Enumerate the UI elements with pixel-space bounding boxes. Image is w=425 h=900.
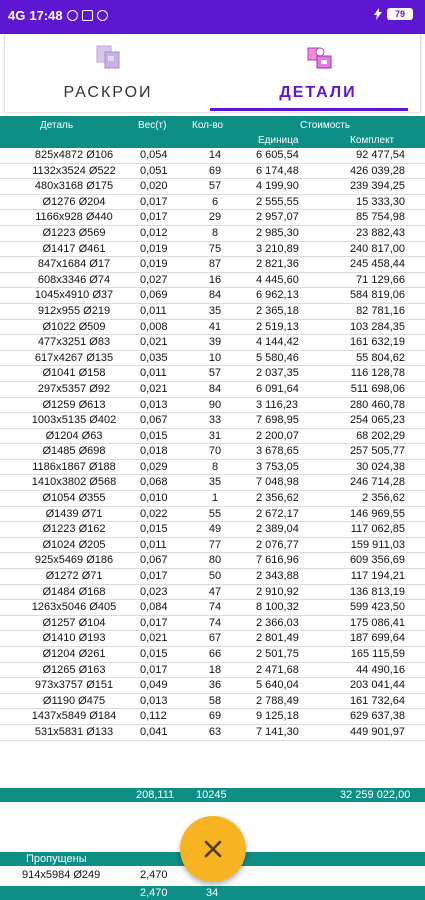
table-row[interactable] xyxy=(0,678,425,694)
row-unit-cost: 3 678,65 xyxy=(256,445,299,458)
table-row[interactable] xyxy=(0,164,425,180)
row-weight: 0,017 xyxy=(140,211,168,224)
table-row[interactable] xyxy=(0,491,425,507)
row-detail: 1263x5046 Ø405 xyxy=(31,601,117,614)
row-qty: 69 xyxy=(208,710,222,723)
row-unit-cost: 2 200,07 xyxy=(256,429,299,442)
row-detail: Ø1257 Ø104 xyxy=(42,616,106,629)
row-qty: 50 xyxy=(208,570,222,583)
row-weight: 0,019 xyxy=(140,242,168,255)
row-qty: 10 xyxy=(208,351,222,364)
row-weight: 0,018 xyxy=(140,445,168,458)
row-unit-cost: 2 037,35 xyxy=(256,367,299,380)
row-unit-cost: 8 100,32 xyxy=(256,601,299,614)
row-qty: 57 xyxy=(208,367,222,380)
row-unit-cost: 7 616,96 xyxy=(256,554,299,567)
row-detail: 1437x5849 Ø184 xyxy=(31,710,117,723)
row-detail: 1186x1867 Ø188 xyxy=(32,460,116,473)
row-detail: 477x3251 Ø83 xyxy=(37,336,111,349)
row-detail: 1410x3802 Ø568 xyxy=(31,476,117,489)
row-unit-cost: 2 555,55 xyxy=(256,195,299,208)
row-unit-cost: 2 365,18 xyxy=(256,304,299,317)
table-row[interactable] xyxy=(0,553,425,569)
table-row[interactable] xyxy=(0,725,425,741)
row-unit-cost: 6 091,64 xyxy=(256,382,299,395)
row-unit-cost: 2 985,30 xyxy=(256,226,299,239)
row-weight: 0,112 xyxy=(140,710,167,723)
skipped-total-qty: 34 xyxy=(206,887,219,899)
row-unit-cost: 2 672,17 xyxy=(256,507,299,520)
row-detail: 825x4872 Ø106 xyxy=(34,149,114,161)
details-table[interactable] xyxy=(0,148,425,790)
row-set-cost: 599 423,50 xyxy=(349,601,405,614)
row-unit-cost: 9 125,18 xyxy=(256,710,299,723)
row-detail: Ø1223 Ø569 xyxy=(42,226,106,239)
row-weight: 0,015 xyxy=(140,429,168,442)
row-qty: 63 xyxy=(208,725,222,738)
row-weight: 0,011 xyxy=(140,304,167,317)
row-detail: Ø1485 Ø698 xyxy=(42,445,106,458)
table-row[interactable] xyxy=(0,257,425,273)
row-unit-cost: 2 501,75 xyxy=(256,648,299,660)
row-set-cost: 246 714,28 xyxy=(349,476,405,489)
row-weight: 0,067 xyxy=(140,414,168,427)
active-tab-indicator xyxy=(210,108,408,111)
row-weight: 0,013 xyxy=(140,398,168,411)
row-qty: 14 xyxy=(208,149,222,161)
row-detail: Ø1024 Ø205 xyxy=(42,538,106,551)
skipped-detail: 914x5984 Ø249 xyxy=(22,869,101,881)
row-qty: 1 xyxy=(211,492,219,505)
row-weight: 0,029 xyxy=(140,460,168,473)
table-row[interactable] xyxy=(0,694,425,710)
row-set-cost: 161 732,64 xyxy=(349,694,405,707)
row-unit-cost: 2 788,49 xyxy=(256,694,299,707)
table-row[interactable] xyxy=(0,288,425,304)
row-weight: 0,012 xyxy=(140,226,168,239)
row-weight: 0,021 xyxy=(140,632,168,645)
row-set-cost: 245 458,44 xyxy=(349,258,405,271)
total-cost: 32 259 022,00 xyxy=(340,789,411,801)
table-row[interactable] xyxy=(0,460,425,476)
row-detail: 912x955 Ø219 xyxy=(37,304,111,317)
row-unit-cost: 2 471,68 xyxy=(256,663,299,676)
row-qty: 87 xyxy=(208,258,222,271)
table-header xyxy=(0,116,425,148)
row-detail: 608x3346 Ø74 xyxy=(37,273,111,286)
table-row[interactable] xyxy=(0,429,425,445)
row-detail: Ø1417 Ø461 xyxy=(42,242,106,255)
row-detail: Ø1041 Ø158 xyxy=(42,367,106,380)
row-qty: 16 xyxy=(208,273,222,286)
row-set-cost: 117 062,85 xyxy=(350,523,405,536)
row-unit-cost: 2 910,92 xyxy=(256,585,299,598)
row-qty: 77 xyxy=(208,538,222,551)
col-set-header: Комплект xyxy=(350,135,395,146)
row-detail: Ø1190 Ø475 xyxy=(42,694,106,707)
row-weight: 0,069 xyxy=(140,289,168,302)
table-row[interactable] xyxy=(0,273,425,289)
row-set-cost: 82 781,16 xyxy=(356,304,405,317)
row-weight: 0,049 xyxy=(140,679,168,692)
row-set-cost: 23 882,43 xyxy=(356,226,405,239)
row-detail: Ø1054 Ø355 xyxy=(42,492,106,505)
row-unit-cost: 3 210,89 xyxy=(256,242,299,255)
row-qty: 8 xyxy=(211,460,219,473)
row-detail: Ø1484 Ø168 xyxy=(42,585,106,598)
row-qty: 70 xyxy=(208,445,222,458)
table-row[interactable] xyxy=(0,569,425,585)
row-weight: 0,019 xyxy=(140,258,168,271)
row-weight: 0,008 xyxy=(140,320,168,333)
row-set-cost: 2 356,62 xyxy=(362,492,405,505)
row-weight: 0,015 xyxy=(140,648,168,660)
col-qty-header: Кол-во xyxy=(192,120,224,131)
row-detail: 531x5831 Ø133 xyxy=(34,725,114,738)
row-qty: 84 xyxy=(208,382,222,395)
row-unit-cost: 2 957,07 xyxy=(256,211,299,224)
row-set-cost: 257 505,77 xyxy=(349,445,405,458)
row-set-cost: 187 699,64 xyxy=(349,632,405,645)
row-weight: 0,017 xyxy=(140,616,168,629)
table-row[interactable] xyxy=(0,242,425,258)
row-set-cost: 92 477,54 xyxy=(356,149,405,161)
row-detail: 925x5469 Ø186 xyxy=(34,554,114,567)
parts-icon xyxy=(305,44,333,70)
row-weight: 0,017 xyxy=(140,663,168,676)
row-qty: 6 xyxy=(211,195,219,208)
row-set-cost: 55 804,62 xyxy=(356,351,405,364)
row-qty: 49 xyxy=(208,523,222,536)
row-qty: 55 xyxy=(208,507,222,520)
totals-row xyxy=(0,788,425,802)
table-row[interactable] xyxy=(0,616,425,632)
row-set-cost: 165 115,59 xyxy=(350,648,405,660)
tab-bar xyxy=(4,34,421,112)
row-weight: 0,020 xyxy=(140,180,168,193)
close-fab-button[interactable] xyxy=(180,816,246,882)
row-set-cost: 68 202,29 xyxy=(356,429,405,442)
row-unit-cost: 4 144,42 xyxy=(256,336,299,349)
row-unit-cost: 6 605,54 xyxy=(256,149,299,161)
row-unit-cost: 7 141,30 xyxy=(256,725,299,738)
time: 17:48 xyxy=(29,8,63,23)
row-unit-cost: 3 116,23 xyxy=(256,398,299,411)
notification-icon xyxy=(82,10,93,21)
row-set-cost: 15 333,30 xyxy=(356,195,405,208)
skipped-total-weight: 2,470 xyxy=(140,887,168,899)
row-qty: 74 xyxy=(208,616,222,629)
battery-indicator: 79 xyxy=(387,8,413,20)
row-qty: 35 xyxy=(208,304,222,317)
row-detail: 1132x3524 Ø522 xyxy=(32,164,116,177)
row-unit-cost: 5 580,46 xyxy=(256,351,299,364)
row-set-cost: 280 460,78 xyxy=(349,398,405,411)
row-set-cost: 85 754,98 xyxy=(356,211,405,224)
row-unit-cost: 4 445,60 xyxy=(256,273,299,286)
table-row[interactable] xyxy=(0,538,425,554)
row-qty: 31 xyxy=(208,429,222,442)
row-weight: 0,027 xyxy=(140,273,168,286)
row-unit-cost: 5 640,04 xyxy=(256,679,299,692)
row-weight: 0,011 xyxy=(140,367,167,380)
row-unit-cost: 6 962,13 xyxy=(256,289,299,302)
table-row[interactable] xyxy=(0,148,425,164)
table-row[interactable] xyxy=(0,585,425,601)
total-weight: 208,111 xyxy=(136,789,175,801)
row-set-cost: 629 637,38 xyxy=(349,710,405,723)
row-detail: Ø1276 Ø204 xyxy=(42,195,106,208)
row-qty: 75 xyxy=(208,242,222,255)
row-weight: 0,015 xyxy=(140,523,168,536)
row-detail: Ø1204 Ø63 xyxy=(45,429,103,442)
row-weight: 0,051 xyxy=(140,164,168,177)
row-detail: Ø1223 Ø162 xyxy=(42,523,106,536)
table-row[interactable] xyxy=(0,226,425,242)
row-set-cost: 159 911,03 xyxy=(350,538,405,551)
row-qty: 41 xyxy=(208,320,222,333)
row-qty: 69 xyxy=(208,164,222,177)
row-weight: 0,022 xyxy=(140,507,168,520)
row-weight: 0,011 xyxy=(140,538,167,551)
row-set-cost: 584 819,06 xyxy=(349,289,405,302)
row-set-cost: 103 284,35 xyxy=(349,320,405,333)
row-weight: 0,017 xyxy=(140,570,168,583)
table-row[interactable] xyxy=(0,179,425,195)
row-set-cost: 511 698,06 xyxy=(350,382,405,395)
close-icon xyxy=(202,838,224,860)
table-row[interactable] xyxy=(0,210,425,226)
row-set-cost: 449 901,97 xyxy=(349,725,405,738)
row-weight: 0,041 xyxy=(140,725,168,738)
row-detail: Ø1259 Ø613 xyxy=(42,398,106,411)
row-set-cost: 254 065,23 xyxy=(349,414,405,427)
row-unit-cost: 6 174,48 xyxy=(256,164,299,177)
row-qty: 47 xyxy=(208,585,222,598)
status-bar xyxy=(0,0,425,34)
row-unit-cost: 2 821,36 xyxy=(256,258,299,271)
col-unit-header: Единица xyxy=(258,135,299,146)
row-set-cost: 30 024,38 xyxy=(356,460,405,473)
row-set-cost: 240 817,00 xyxy=(349,242,405,255)
row-qty: 74 xyxy=(208,601,222,614)
row-qty: 80 xyxy=(208,554,222,567)
row-weight: 0,023 xyxy=(140,585,168,598)
row-set-cost: 175 086,41 xyxy=(349,616,405,629)
row-set-cost: 117 194,21 xyxy=(350,570,405,583)
row-qty: 33 xyxy=(208,414,222,427)
table-row[interactable] xyxy=(0,647,425,663)
row-detail: 973x3757 Ø151 xyxy=(34,679,114,692)
skipped-weight: 2,470 xyxy=(140,869,168,881)
row-detail: 297x5357 Ø92 xyxy=(37,382,111,395)
skipped-title: Пропущены xyxy=(26,853,87,865)
row-weight: 0,067 xyxy=(140,554,168,567)
row-detail: 847x1684 Ø17 xyxy=(37,258,111,271)
row-set-cost: 161 632,19 xyxy=(349,336,405,349)
row-unit-cost: 2 366,03 xyxy=(256,616,299,629)
row-unit-cost: 2 519,13 xyxy=(256,320,299,333)
row-unit-cost: 2 356,62 xyxy=(256,492,299,505)
table-row[interactable] xyxy=(0,600,425,616)
row-qty: 8 xyxy=(211,226,219,239)
cutting-layout-icon xyxy=(95,44,123,70)
network-label: 4G xyxy=(8,8,26,23)
row-unit-cost: 2 076,77 xyxy=(256,538,299,551)
row-set-cost: 426 039,28 xyxy=(349,164,405,177)
table-row[interactable] xyxy=(0,709,425,725)
row-qty: 36 xyxy=(208,679,222,692)
row-qty: 84 xyxy=(208,289,222,302)
table-row[interactable] xyxy=(0,366,425,382)
charging-icon xyxy=(373,8,383,20)
row-detail: 617x4267 Ø135 xyxy=(34,351,114,364)
row-weight: 0,068 xyxy=(140,476,168,489)
table-row[interactable] xyxy=(0,335,425,351)
row-qty: 90 xyxy=(208,398,222,411)
total-qty: 10245 xyxy=(196,789,227,801)
status-icon xyxy=(97,10,108,21)
col-weight-header: Вес(т) xyxy=(138,120,167,131)
usb-icon xyxy=(67,10,78,21)
tab-raskroi[interactable] xyxy=(5,34,211,112)
table-row[interactable] xyxy=(0,444,425,460)
row-weight: 0,017 xyxy=(140,195,168,208)
table-row[interactable] xyxy=(0,475,425,491)
row-qty: 58 xyxy=(208,694,222,707)
row-qty: 39 xyxy=(208,336,222,349)
row-unit-cost: 2 389,04 xyxy=(256,523,299,536)
row-weight: 0,054 xyxy=(140,149,168,161)
row-weight: 0,021 xyxy=(140,382,168,395)
row-qty: 66 xyxy=(208,648,222,660)
row-weight: 0,021 xyxy=(140,336,168,349)
row-set-cost: 71 129,66 xyxy=(356,273,405,286)
row-detail: Ø1439 Ø71 xyxy=(45,507,103,520)
row-set-cost: 203 041,44 xyxy=(349,679,405,692)
row-qty: 57 xyxy=(208,180,222,193)
row-detail: Ø1022 Ø509 xyxy=(42,320,106,333)
table-row[interactable] xyxy=(0,522,425,538)
row-unit-cost: 7 698,95 xyxy=(256,414,299,427)
row-set-cost: 44 490,16 xyxy=(356,663,405,676)
tab-detali-label: ДЕТАЛИ xyxy=(279,84,357,101)
row-detail: 1166x928 Ø440 xyxy=(35,211,113,224)
row-qty: 67 xyxy=(208,632,222,645)
col-detail-header: Деталь xyxy=(40,120,74,131)
table-row[interactable] xyxy=(0,398,425,414)
row-set-cost: 609 356,69 xyxy=(349,554,405,567)
row-unit-cost: 7 048,98 xyxy=(256,476,299,489)
row-weight: 0,013 xyxy=(140,694,168,707)
row-weight: 0,035 xyxy=(140,351,168,364)
row-detail: Ø1410 Ø193 xyxy=(42,632,106,645)
row-weight: 0,084 xyxy=(140,601,168,614)
row-weight: 0,010 xyxy=(140,492,168,505)
table-row[interactable] xyxy=(0,320,425,336)
row-qty: 18 xyxy=(208,663,222,676)
row-qty: 35 xyxy=(208,476,222,489)
table-row[interactable] xyxy=(0,663,425,679)
row-unit-cost: 2 801,49 xyxy=(256,632,299,645)
table-row[interactable] xyxy=(0,304,425,320)
row-detail: Ø1204 Ø261 xyxy=(42,648,106,660)
row-unit-cost: 4 199,90 xyxy=(256,180,299,193)
row-set-cost: 146 969,55 xyxy=(349,507,405,520)
col-cost-header: Стоимость xyxy=(300,120,351,131)
table-row[interactable] xyxy=(0,631,425,647)
row-set-cost: 136 813,19 xyxy=(349,585,405,598)
skipped-total-row xyxy=(0,886,425,900)
table-row[interactable] xyxy=(0,507,425,523)
table-row[interactable] xyxy=(0,351,425,367)
table-row[interactable] xyxy=(0,382,425,398)
row-detail: 1045x4910 Ø37 xyxy=(34,289,114,302)
row-set-cost: 239 394,25 xyxy=(349,180,405,193)
row-unit-cost: 2 343,88 xyxy=(256,570,299,583)
row-detail: Ø1265 Ø163 xyxy=(42,663,106,676)
row-unit-cost: 3 753,05 xyxy=(256,460,299,473)
table-row[interactable] xyxy=(0,413,425,429)
row-qty: 29 xyxy=(208,211,222,224)
row-detail: 1003x5135 Ø402 xyxy=(31,414,117,427)
row-detail: Ø1272 Ø71 xyxy=(45,570,103,583)
table-row[interactable] xyxy=(0,195,425,211)
tab-detali[interactable] xyxy=(215,34,421,112)
tab-raskroi-label: РАСКРОИ xyxy=(63,84,153,101)
row-set-cost: 116 128,78 xyxy=(350,367,405,380)
row-detail: 480x3168 Ø175 xyxy=(34,180,114,193)
